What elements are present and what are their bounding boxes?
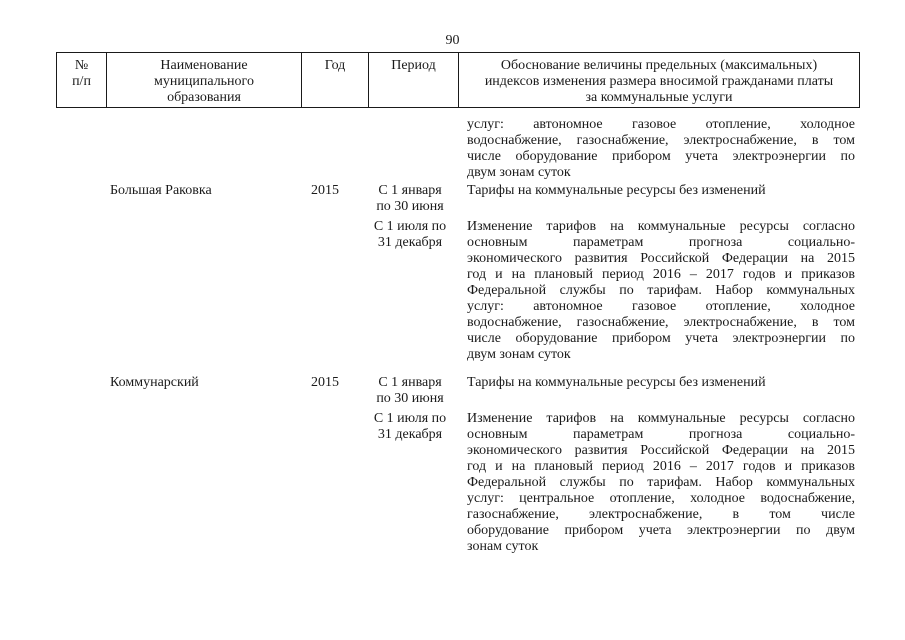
period-line: по 30 июня: [376, 391, 444, 406]
row-period-second-half: [364, 219, 456, 251]
header-year: [302, 53, 369, 108]
header-period: [369, 53, 459, 108]
header-name-line: Наименование: [160, 58, 248, 73]
header-name-line: муниципального: [154, 74, 254, 89]
header-name: [107, 53, 302, 108]
text-line: оборудование прибором учета электроэнергии по двум: [467, 523, 855, 538]
row-text-change: [467, 219, 855, 363]
header-num-line: №: [74, 58, 89, 73]
period-line: по 30 июня: [376, 199, 444, 214]
text-line: числе оборудование прибором учета электроэнергии по: [467, 331, 855, 346]
text-line: основным параметрам прогноза социально-: [467, 427, 855, 442]
text-line: Изменение тарифов на коммунальные ресурсы согласно: [467, 219, 855, 234]
text-line: зонам суток: [467, 539, 539, 554]
row-text-no-change: Тарифы на коммунальные ресурсы без изменений: [467, 183, 766, 198]
text-line: Федеральной службы по тарифам. Набор коммунальных: [467, 283, 855, 298]
period-line: С 1 января: [378, 183, 442, 198]
header-period-text: Период: [391, 58, 436, 73]
text-line: год и на плановый период 2016 – 2017 годов и приказов: [467, 267, 855, 282]
row-period-second-half: [364, 411, 456, 443]
row-period-first-half: [364, 375, 456, 407]
row-text-no-change: Тарифы на коммунальные ресурсы без изменений: [467, 375, 766, 390]
text-line: двум зонам суток: [467, 165, 571, 180]
text-line: Федеральной службы по тарифам. Набор коммунальных: [467, 475, 855, 490]
text-line: числе оборудование прибором учета электроэнергии по: [467, 149, 855, 164]
header-justification-line: Обоснование величины предельных (максимальных): [500, 58, 818, 73]
text-line: экономического развития Российской Федерации на 2015: [467, 443, 855, 458]
text-line: двум зонам суток: [467, 347, 571, 362]
period-line: С 1 июля по: [373, 219, 447, 234]
period-line: С 1 июля по: [373, 411, 447, 426]
row-name: Большая Раковка: [110, 183, 212, 198]
header-justification: [459, 53, 860, 108]
header-name-line: образования: [167, 90, 241, 105]
text-line: экономического развития Российской Федерации на 2015: [467, 251, 855, 266]
header-justification-line: за коммунальные услуги: [585, 90, 733, 105]
text-line: услуг: центральное отопление, холодное водоснабжение,: [467, 491, 855, 506]
text-line: водоснабжение, газоснабжение, электроснабжение, в том: [467, 133, 855, 148]
text-line: услуг: автономное газовое отопление, холодное: [467, 117, 855, 132]
continuation-text: [467, 117, 855, 181]
period-line: 31 декабря: [377, 235, 443, 250]
text-line: водоснабжение, газоснабжение, электроснабжение, в том: [467, 315, 855, 330]
row-text-change: [467, 411, 855, 555]
row-year: 2015: [311, 375, 339, 390]
text-line: год и на плановый период 2016 – 2017 годов и приказов: [467, 459, 855, 474]
text-line: основным параметрам прогноза социально-: [467, 235, 855, 250]
header-num: [57, 53, 107, 108]
period-line: С 1 января: [378, 375, 442, 390]
row-name: Коммунарский: [110, 375, 199, 390]
header-num-line: п/п: [72, 74, 91, 89]
text-line: услуг: автономное газовое отопление, холодное: [467, 299, 855, 314]
text-line: Изменение тарифов на коммунальные ресурсы согласно: [467, 411, 855, 426]
header-year-text: Год: [324, 58, 346, 73]
page-number: 90: [445, 33, 460, 48]
row-period-first-half: [364, 183, 456, 215]
period-line: 31 декабря: [377, 427, 443, 442]
row-year: 2015: [311, 183, 339, 198]
table-header: [56, 52, 860, 108]
text-line: газоснабжение, электроснабжение, в том числе: [467, 507, 855, 522]
header-justification-line: индексов изменения размера вносимой гражданами платы: [484, 74, 834, 89]
